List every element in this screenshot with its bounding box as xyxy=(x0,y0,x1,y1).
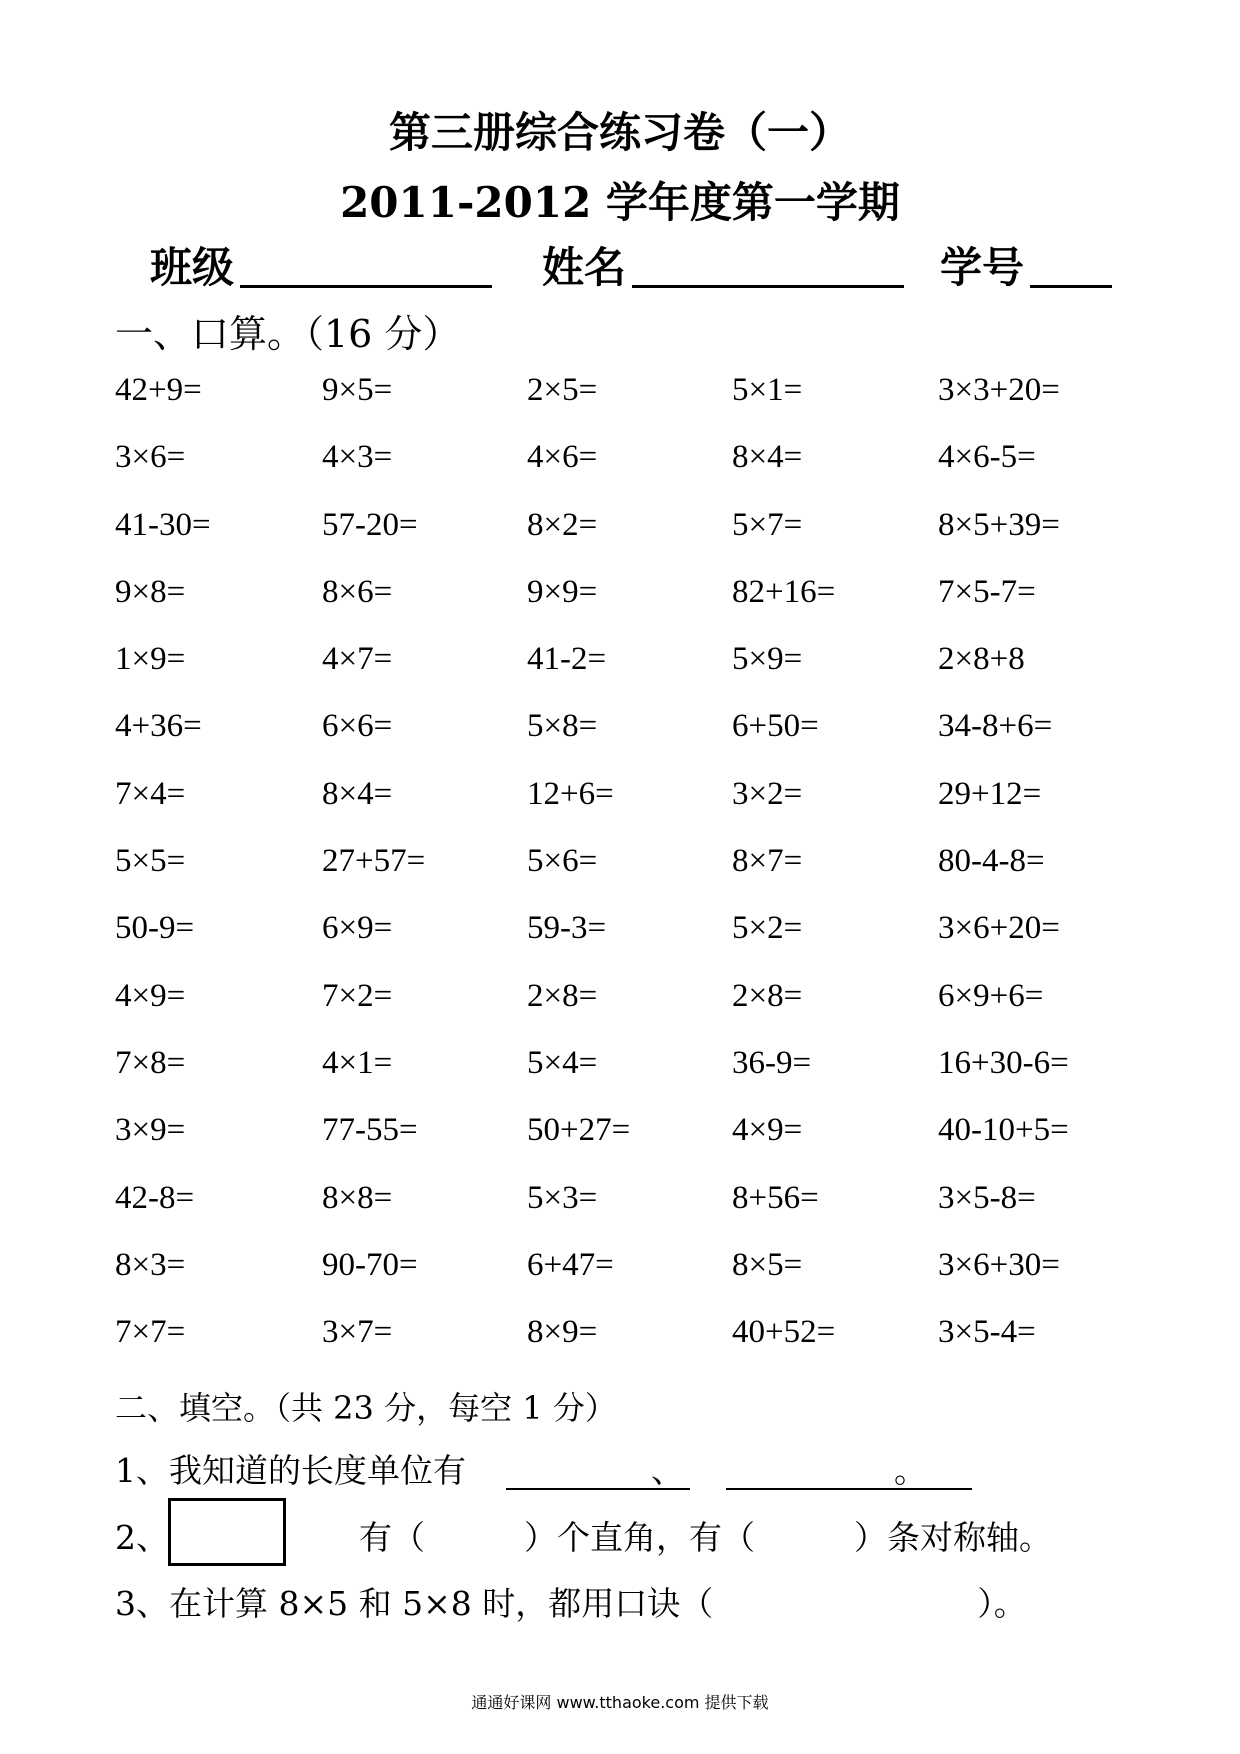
problem-cell: 50+27= xyxy=(527,1112,631,1149)
problem-cell: 1×9= xyxy=(115,641,186,678)
problem-cell: 4+36= xyxy=(115,708,202,745)
problem-cell: 40+52= xyxy=(732,1314,836,1351)
problem-cell: 2×5= xyxy=(527,372,598,408)
question-2-prefix: 2、 xyxy=(115,1518,169,1557)
problem-cell: 4×3= xyxy=(322,439,393,476)
problem-cell: 41-30= xyxy=(115,506,211,543)
question-1-line-a xyxy=(506,1488,690,1490)
problem-cell: 4×9= xyxy=(115,977,186,1014)
problem-cell: 34-8+6= xyxy=(938,708,1053,745)
problem-cell: 8×3= xyxy=(115,1246,186,1283)
problem-cell: 6×9= xyxy=(322,910,393,947)
problem-cell: 42+9= xyxy=(115,372,202,408)
problem-row xyxy=(115,372,1115,439)
problem-cell: 90-70= xyxy=(322,1246,418,1283)
problem-cell: 7×5-7= xyxy=(938,573,1036,610)
problem-cell: 41-2= xyxy=(527,641,607,678)
student-info-row xyxy=(150,235,1120,295)
id-label: 学号 xyxy=(940,243,1025,292)
problem-cell: 36-9= xyxy=(732,1044,812,1081)
problem-cell: 4×7= xyxy=(322,641,393,678)
question-1-end: 。 xyxy=(894,1451,927,1490)
id-blank[interactable] xyxy=(1030,285,1112,288)
problem-cell: 8×9= xyxy=(527,1314,598,1351)
problem-cell: 3×6= xyxy=(115,439,186,476)
problem-cell: 4×1= xyxy=(322,1044,393,1081)
problem-cell: 8×4= xyxy=(322,775,393,812)
problem-cell: 40-10+5= xyxy=(938,1112,1069,1149)
problem-cell: 5×2= xyxy=(732,910,803,947)
mental-math-grid xyxy=(115,372,1115,1381)
problem-cell: 8×2= xyxy=(527,506,598,543)
problem-cell: 4×6= xyxy=(527,439,598,476)
problem-cell: 80-4-8= xyxy=(938,843,1045,880)
question-1 xyxy=(115,1445,927,1492)
problem-cell: 6×9+6= xyxy=(938,977,1044,1014)
problem-cell: 5×9= xyxy=(732,641,803,678)
problem-cell: 8×8= xyxy=(322,1179,393,1216)
problem-row xyxy=(115,439,1115,506)
problem-cell: 57-20= xyxy=(322,506,418,543)
problem-cell: 3×3+20= xyxy=(938,372,1060,408)
problem-cell: 2×8= xyxy=(527,977,598,1014)
rectangle-figure xyxy=(168,1498,286,1566)
problem-cell: 5×6= xyxy=(527,843,598,880)
section-fill-blank-heading: 二、填空。（共 23 分，每空 1 分） xyxy=(115,1389,617,1427)
problem-cell: 3×2= xyxy=(732,775,803,812)
problem-row xyxy=(115,843,1115,910)
problem-row xyxy=(115,641,1115,708)
problem-cell: 5×1= xyxy=(732,372,803,408)
problem-cell: 2×8+8 xyxy=(938,641,1025,678)
page-title: 第三册综合练习卷（一） xyxy=(388,108,851,157)
problem-row xyxy=(115,1247,1115,1314)
problem-cell: 6+47= xyxy=(527,1246,614,1283)
problem-row xyxy=(115,978,1115,1045)
problem-row xyxy=(115,1045,1115,1112)
problem-cell: 3×5-4= xyxy=(938,1314,1036,1351)
problem-cell: 8+56= xyxy=(732,1179,819,1216)
problem-cell: 82+16= xyxy=(732,573,836,610)
problem-cell: 59-3= xyxy=(527,910,607,947)
problem-cell: 7×7= xyxy=(115,1314,186,1351)
problem-cell: 12+6= xyxy=(527,775,614,812)
question-3: 3、在计算 8×5 和 5×8 时，都用口诀（ ）。 xyxy=(115,1584,1027,1623)
problem-cell: 3×5-8= xyxy=(938,1179,1036,1216)
problem-cell: 4×6-5= xyxy=(938,439,1036,476)
problem-cell: 42-8= xyxy=(115,1179,195,1216)
problem-cell: 4×9= xyxy=(732,1112,803,1149)
problem-cell: 8×5+39= xyxy=(938,506,1060,543)
problem-row xyxy=(115,574,1115,641)
problem-row xyxy=(115,910,1115,977)
problem-cell: 5×3= xyxy=(527,1179,598,1216)
problem-cell: 5×5= xyxy=(115,843,186,880)
problem-cell: 7×4= xyxy=(115,775,186,812)
problem-cell: 8×4= xyxy=(732,439,803,476)
problem-row xyxy=(115,1180,1115,1247)
problem-cell: 5×4= xyxy=(527,1044,598,1081)
problem-cell: 2×8= xyxy=(732,977,803,1014)
problem-row xyxy=(115,507,1115,574)
page-subtitle: 2011-2012 学年度第一学期 xyxy=(340,178,900,227)
problem-cell: 8×7= xyxy=(732,843,803,880)
footer-credit: 通通好课网 www.tthaoke.com 提供下载 xyxy=(471,1693,769,1712)
problem-cell: 5×7= xyxy=(732,506,803,543)
question-2-text: 有（ ）个直角，有（ ）条对称轴。 xyxy=(359,1518,1052,1557)
problem-cell: 16+30-6= xyxy=(938,1044,1069,1081)
problem-cell: 50-9= xyxy=(115,910,195,947)
problem-cell: 7×2= xyxy=(322,977,393,1014)
class-label: 班级 xyxy=(150,243,235,292)
section-mental-math-heading: 一、口算。（16 分） xyxy=(115,312,461,356)
problem-cell: 8×5= xyxy=(732,1246,803,1283)
problem-cell: 5×8= xyxy=(527,708,598,745)
problem-cell: 3×7= xyxy=(322,1314,393,1351)
problem-cell: 3×9= xyxy=(115,1112,186,1149)
problem-row xyxy=(115,1314,1115,1381)
problem-row xyxy=(115,1112,1115,1179)
problem-cell: 3×6+20= xyxy=(938,910,1060,947)
problem-cell: 6×6= xyxy=(322,708,393,745)
question-1-line-b xyxy=(726,1488,972,1490)
name-label: 姓名 xyxy=(542,243,627,292)
problem-cell: 9×9= xyxy=(527,573,598,610)
problem-row xyxy=(115,776,1115,843)
problem-row xyxy=(115,708,1115,775)
question-1-prefix: 1、我知道的长度单位有 xyxy=(115,1451,466,1490)
class-blank[interactable] xyxy=(240,285,492,288)
problem-cell: 77-55= xyxy=(322,1112,418,1149)
problem-cell: 9×5= xyxy=(322,372,393,408)
question-1-sep: 、 xyxy=(651,1451,684,1490)
problem-cell: 9×8= xyxy=(115,573,186,610)
problem-cell: 6+50= xyxy=(732,708,819,745)
problem-cell: 27+57= xyxy=(322,843,426,880)
name-blank[interactable] xyxy=(632,285,904,288)
problem-cell: 8×6= xyxy=(322,573,393,610)
problem-cell: 29+12= xyxy=(938,775,1042,812)
problem-cell: 7×8= xyxy=(115,1044,186,1081)
problem-cell: 3×6+30= xyxy=(938,1246,1060,1283)
